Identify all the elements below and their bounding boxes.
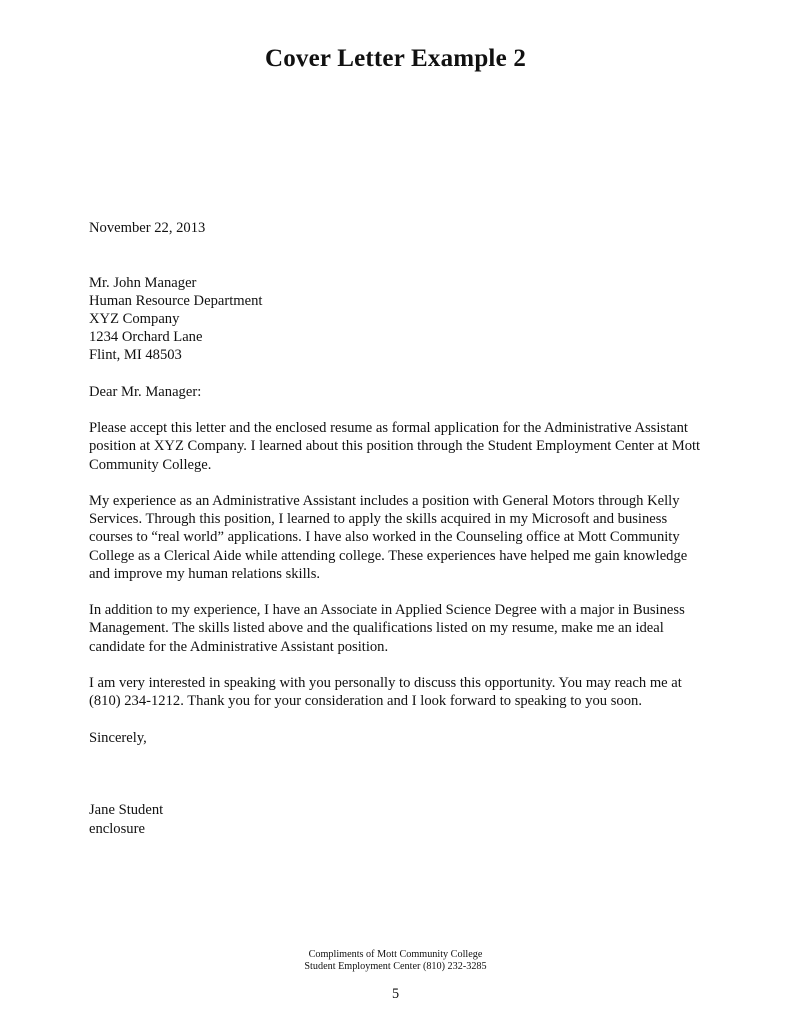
closing: Sincerely, — [89, 729, 147, 746]
salutation: Dear Mr. Manager: — [89, 383, 202, 400]
letter-body — [89, 219, 701, 838]
body-paragraph-4: I am very interested in speaking with you personally to discuss this opportunity. You may reach me at (810) 234-1212. Thank you for your consideration and I look forward to speaking to you soon. — [89, 674, 682, 710]
spacer-after-paragraph-4 — [89, 710, 701, 728]
enclosure-note: enclosure — [89, 820, 145, 837]
page-footer — [0, 949, 791, 974]
spacer-after-paragraph-1 — [89, 474, 701, 492]
recipient-company: XYZ Company — [89, 311, 180, 327]
body-paragraph-2: My experience as an Administrative Assistant includes a position with General Motors through Kelly Services. Through this position, I learned to apply the skills acquired in my Microsoft and business courses to “real world” applications. I have also worked in the Counseling office at Mott Community College as a Clerical Aide while attending college. These experiences have helped me gain knowledge and improve my human relations skills. — [89, 492, 688, 582]
signature-space — [89, 747, 701, 802]
recipient-street: 1234 Orchard Lane — [89, 329, 203, 346]
recipient-city-state-zip: Flint, MI 48503 — [89, 347, 182, 364]
body-paragraph-3: In addition to my experience, I have an Associate in Applied Science Degree with a major in Business Management. The skills listed above and the qualifications listed on my resume, make me an ideal candidate for the Administrative Assistant position. — [89, 602, 685, 655]
spacer-after-date — [89, 237, 701, 273]
spacer-after-paragraph-2 — [89, 583, 701, 601]
recipient-department: Human Resource Department — [89, 292, 263, 309]
page-title: Cover Letter Example 2 — [264, 45, 527, 72]
signature-name: Jane Student — [89, 802, 164, 819]
body-paragraph-1: Please accept this letter and the enclosed resume as formal application for the Administrative Assistant position at XYZ Company. I learned about this position through the Student Employment Center at Mott Community College. — [89, 420, 701, 473]
spacer-after-address — [89, 365, 701, 383]
footer-line-1: Compliments of Mott Community College — [308, 949, 483, 960]
spacer-after-paragraph-3 — [89, 656, 701, 674]
recipient-name: Mr. John Manager — [89, 274, 197, 291]
page-number: 5 — [391, 986, 400, 1002]
spacer-after-salutation — [89, 401, 701, 419]
letter-date: November 22, 2013 — [89, 220, 206, 236]
footer-line-2: Student Employment Center (810) 232-3285 — [304, 961, 487, 973]
